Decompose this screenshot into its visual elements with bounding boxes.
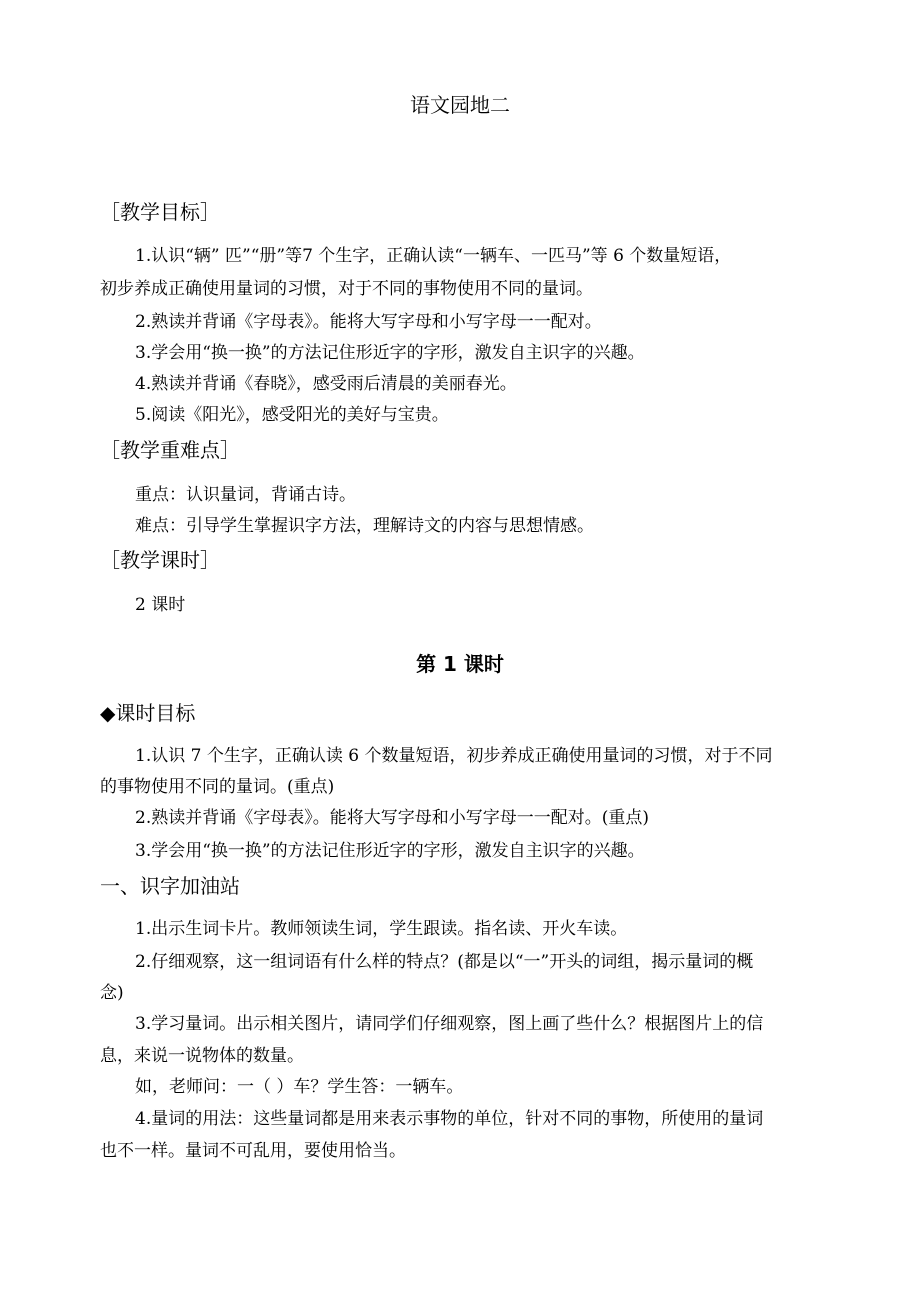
part1-line: 如，老师问：一（ ）车？学生答：一辆车。 xyxy=(135,1077,464,1097)
part1-heading: 一、识字加油站 xyxy=(100,874,240,898)
goal-line: 3.学会用“换一换”的方法记住形近字的字形，激发自主识字的兴趣。 xyxy=(135,343,645,363)
goal-line: 5.阅读《阳光》，感受阳光的美好与宝贵。 xyxy=(135,405,449,425)
part1-line: 也不一样。量词不可乱用，要使用恰当。 xyxy=(100,1141,406,1161)
goal-line: 4.熟读并背诵《春晓》，感受雨后清晨的美丽春光。 xyxy=(135,374,517,394)
objective-line: 1.认识 7 个生字，正确认读 6 个数量短语，初步养成正确使用量词的习惯，对于不同 xyxy=(135,746,773,766)
goals-heading: ［教学目标］ xyxy=(100,200,220,224)
goal-line: 2.熟读并背诵《字母表》。能将大写字母和小写字母一一配对。 xyxy=(135,312,602,332)
part1-line: 念) xyxy=(100,983,124,1003)
key-points-heading: ［教学重难点］ xyxy=(100,438,240,462)
part1-line: 1.出示生词卡片。教师领读生词，学生跟读。指名读、开火车读。 xyxy=(135,919,628,939)
goal-line: 1.认识“辆” 匹”“册”等7 个生字，正确认读“一辆车、一匹马”等 6 个数量短语， xyxy=(135,246,732,266)
hours-text: 2 课时 xyxy=(135,595,186,615)
objective-line: 的事物使用不同的量词。(重点) xyxy=(100,777,335,797)
part1-line: 息，来说一说物体的数量。 xyxy=(100,1046,304,1066)
objectives-heading: ◆课时目标 xyxy=(100,701,196,725)
part1-line: 4.量词的用法：这些量词都是用来表示事物的单位，针对不同的事物，所使用的量词 xyxy=(135,1109,764,1129)
objective-line: 2.熟读并背诵《字母表》。能将大写字母和小写字母一一配对。(重点) xyxy=(135,808,649,828)
key-point-line: 重点：认识量词，背诵古诗。 xyxy=(135,485,356,505)
objective-line: 3.学会用“换一换”的方法记住形近字的字形，激发自主识字的兴趣。 xyxy=(135,841,645,861)
document-title: 语文园地二 xyxy=(410,93,510,117)
key-point-line: 难点：引导学生掌握识字方法，理解诗文的内容与思想情感。 xyxy=(135,516,594,536)
lesson-title: 第 1 课时 xyxy=(416,652,504,676)
goal-line: 初步养成正确使用量词的习惯，对于不同的事物使用不同的量词。 xyxy=(100,279,593,299)
hours-heading: ［教学课时］ xyxy=(100,548,220,572)
part1-line: 2.仔细观察，这一组词语有什么样的特点？(都是以“一”开头的词组，揭示量词的概 xyxy=(135,952,754,972)
part1-line: 3.学习量词。出示相关图片，请同学们仔细观察，图上画了些什么？根据图片上的信 xyxy=(135,1014,764,1034)
